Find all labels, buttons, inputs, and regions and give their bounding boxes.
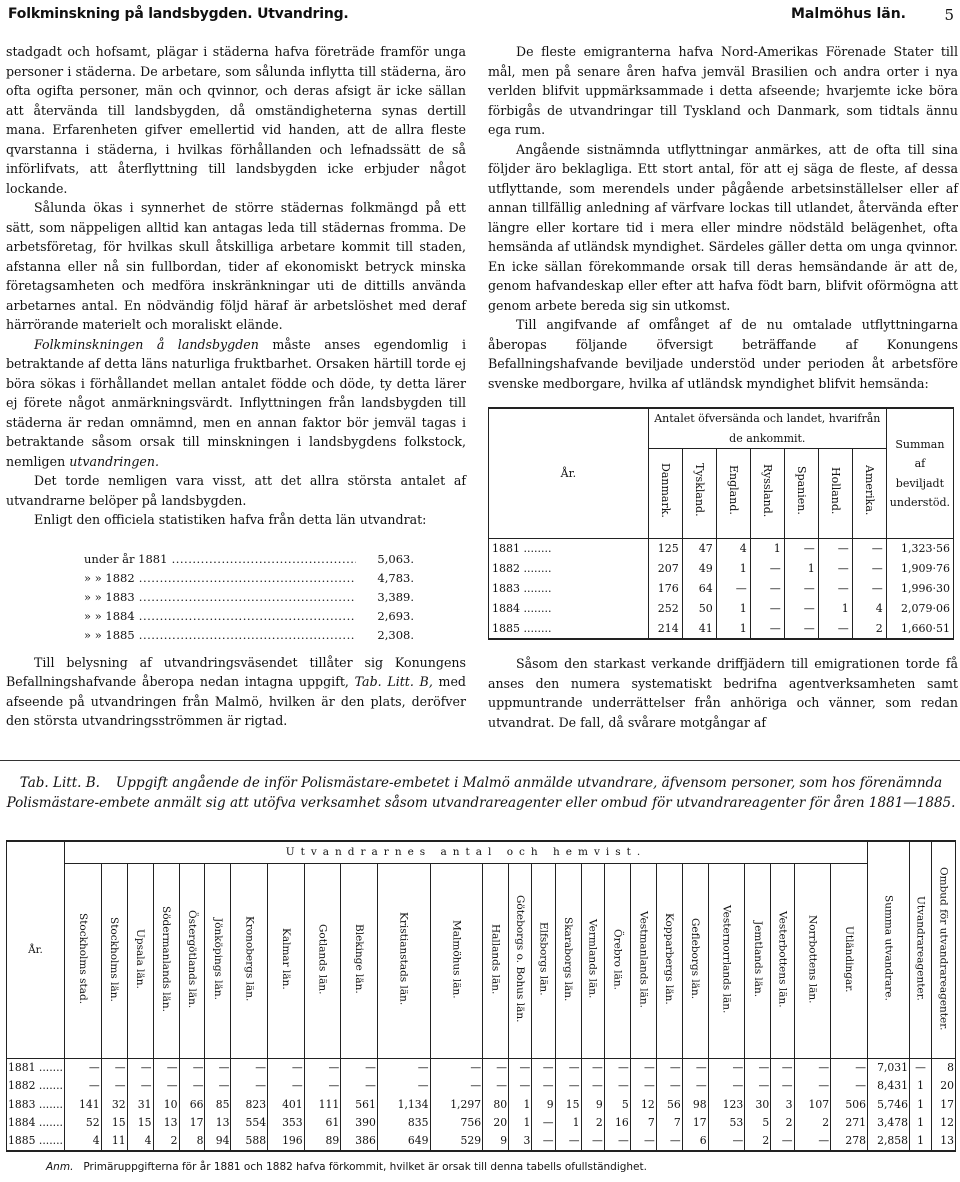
table-cell: — bbox=[794, 1132, 831, 1151]
table-cell: 1,297 bbox=[430, 1095, 483, 1114]
year-cell: 1885 ........ bbox=[489, 619, 649, 640]
agents-cell: — bbox=[910, 1058, 932, 1077]
caption-label: Tab. Litt. B. bbox=[19, 775, 100, 791]
table-cell: 1 bbox=[716, 559, 750, 579]
county-header: Östergötlands län. bbox=[179, 863, 205, 1058]
table-row bbox=[7, 1095, 956, 1114]
table-cell: 64 bbox=[682, 579, 716, 599]
table-cell: 66 bbox=[179, 1095, 205, 1114]
table-caption bbox=[6, 773, 956, 813]
county-header: Kopparbergs län. bbox=[656, 863, 682, 1058]
table-cell: 10 bbox=[153, 1095, 179, 1114]
table-cell: 94 bbox=[205, 1132, 231, 1151]
table-row bbox=[489, 619, 954, 640]
table-row bbox=[7, 1114, 956, 1133]
list-item bbox=[84, 569, 414, 588]
table-cell: 386 bbox=[341, 1132, 378, 1151]
list-item-value: 2,693. bbox=[377, 608, 414, 623]
table-cell: 554 bbox=[231, 1114, 268, 1133]
table-cell: — bbox=[771, 1132, 794, 1151]
country-header: Holland. bbox=[818, 449, 852, 539]
table-cell: — bbox=[581, 1058, 604, 1077]
table-cell: 49 bbox=[682, 559, 716, 579]
table-cell: 17 bbox=[682, 1114, 708, 1133]
table-cell: — bbox=[231, 1058, 268, 1077]
table-cell: 756 bbox=[430, 1114, 483, 1133]
table-cell: 1 bbox=[716, 619, 750, 640]
county-header: Upsala län. bbox=[127, 863, 153, 1058]
table-cell: — bbox=[745, 1077, 771, 1096]
table-row bbox=[489, 559, 954, 579]
table-cell: — bbox=[377, 1077, 430, 1096]
list-item bbox=[84, 626, 414, 645]
table-cell: — bbox=[509, 1058, 532, 1077]
table-cell: — bbox=[682, 1077, 708, 1096]
country-header: Ryssland. bbox=[750, 449, 784, 539]
table-cell: — bbox=[852, 539, 886, 559]
sum-cell: 8,431 bbox=[868, 1077, 910, 1096]
table-cell: — bbox=[784, 599, 818, 619]
table-cell: — bbox=[630, 1077, 656, 1096]
table-cell: — bbox=[784, 619, 818, 640]
paragraph: Sålunda ökas i synnerhet de större städernas folkmängd på ett sätt, som näppeligen alltid kan antagas leda till städernas fromma. De arbetsföretag, för hvilkas skull åtskilliga arbetare kommit till staden, afstanna eller nå sin fullbordan, tider af ekonomiskt betryck minska företagsamheten och medföra inskränkningar uti de dittills använda arbetarnes antal. En nödvändig följd häraf är arbetslöshet med deraf härrörande materielt och moraliskt elände. bbox=[6, 200, 466, 332]
table-cell: 176 bbox=[648, 579, 682, 599]
table-row bbox=[7, 1132, 956, 1151]
sum-cell: 2,079·06 bbox=[886, 599, 953, 619]
table-cell: — bbox=[304, 1058, 341, 1077]
table-cell: — bbox=[682, 1058, 708, 1077]
table-cell: — bbox=[604, 1058, 630, 1077]
agents-header: Utvandrareagenter. bbox=[910, 841, 932, 1058]
table-cell: — bbox=[784, 539, 818, 559]
table-cell: 13 bbox=[153, 1114, 179, 1133]
county-header: Vesternorrlands län. bbox=[708, 863, 745, 1058]
left-column bbox=[6, 42, 466, 731]
table-cell: 401 bbox=[268, 1095, 305, 1114]
paragraph: Enligt den officiela statistiken hafva från detta län utvandrat: bbox=[34, 512, 427, 527]
table-cell: 85 bbox=[205, 1095, 231, 1114]
list-item-value: 4,783. bbox=[377, 570, 414, 585]
county-header: Göteborgs o. Bohus län. bbox=[509, 863, 532, 1058]
table-cell: 1 bbox=[750, 539, 784, 559]
county-header: Jönköpings län. bbox=[205, 863, 231, 1058]
table-cell: — bbox=[656, 1058, 682, 1077]
table-cell: — bbox=[771, 1058, 794, 1077]
table-cell: 2 bbox=[771, 1114, 794, 1133]
table-cell: 15 bbox=[127, 1114, 153, 1133]
table-cell: — bbox=[65, 1058, 102, 1077]
sum-cell: 5,746 bbox=[868, 1095, 910, 1114]
agents-cell: 1 bbox=[910, 1077, 932, 1096]
ombud-cell: 13 bbox=[932, 1132, 956, 1151]
table-cell: — bbox=[852, 579, 886, 599]
table-cell: 1 bbox=[509, 1114, 532, 1133]
table-cell: 41 bbox=[682, 619, 716, 640]
table-cell: — bbox=[127, 1058, 153, 1077]
emigration-list bbox=[84, 550, 414, 645]
table-cell: — bbox=[555, 1058, 581, 1077]
table-cell: — bbox=[794, 1077, 831, 1096]
table-cell: 11 bbox=[101, 1132, 127, 1151]
sum-header: Summa utvandrare. bbox=[868, 841, 910, 1058]
table-cell: 52 bbox=[65, 1114, 102, 1133]
table-row bbox=[489, 579, 954, 599]
table-cell: 390 bbox=[341, 1114, 378, 1133]
year-cell: 1883 ....... bbox=[7, 1095, 65, 1114]
ombud-header: Ombud för utvandrareagenter. bbox=[932, 841, 956, 1058]
county-header: Södermanlands län. bbox=[153, 863, 179, 1058]
table-cell: 16 bbox=[604, 1114, 630, 1133]
table-cell: — bbox=[532, 1058, 555, 1077]
table-cell: 835 bbox=[377, 1114, 430, 1133]
table-cell: — bbox=[708, 1132, 745, 1151]
table-cell: 9 bbox=[581, 1095, 604, 1114]
table-cell: — bbox=[179, 1077, 205, 1096]
county-header: Malmöhus län. bbox=[430, 863, 483, 1058]
table-cell: 1 bbox=[509, 1095, 532, 1114]
table-cell: 31 bbox=[127, 1095, 153, 1114]
paragraph: Såsom den starkast verkande driffjädern till emigrationen torde få anses den numera systematiskt bedrifna agentverksamheten samt uppmuntrande underrättelser från anhöriga och vänner, som redan utvandrat. De fall, då svårare motgångar af bbox=[488, 656, 958, 730]
table-cell: 125 bbox=[648, 539, 682, 559]
table-cell: — bbox=[831, 1058, 868, 1077]
divider bbox=[0, 760, 960, 761]
county-header: Norrbottens län. bbox=[794, 863, 831, 1058]
county-header: Hallands län. bbox=[483, 863, 509, 1058]
table-cell: 207 bbox=[648, 559, 682, 579]
table-cell: 6 bbox=[682, 1132, 708, 1151]
table-cell: 47 bbox=[682, 539, 716, 559]
county-header: Vesterbottens län. bbox=[771, 863, 794, 1058]
table-cell: — bbox=[750, 579, 784, 599]
table-cell: — bbox=[581, 1132, 604, 1151]
paragraph: Till angifvande af omfånget af de nu omtalade utflyttningarna åberopas följande öfversigt beträffande af Konungens Befallningshafvande beviljade understöd under perioden åt arbetsföre svenske medborgare, hvilka af utländsk myndighet blifvit hemsända: bbox=[488, 317, 958, 391]
county-header: Blekinge län. bbox=[341, 863, 378, 1058]
table-cell: — bbox=[205, 1077, 231, 1096]
county-header: Stockholms stad. bbox=[65, 863, 102, 1058]
group-header: Utvandrarnes antal och hemvist. bbox=[65, 841, 868, 863]
table-cell: 9 bbox=[483, 1132, 509, 1151]
paragraph: Folkminskningen å landsbygden måste anses egendomlig i betraktande af detta läns naturliga fruktbarhet. Orsaken härtill torde ej böra sökas i förhållandet mellan antalet födde och döde, ty detta lärer ej förete något anmärkningsvärdt. Inflyttningen från landsbygden till städerna är redan omnämnd, men en annan faktor bör jemväl tagas i betraktande såsom orsak till minskningen i landsbygdens folkstock, nemligen utvandringen. bbox=[6, 336, 466, 469]
table-cell: — bbox=[750, 619, 784, 640]
emphasis: Tab. Litt. B, bbox=[354, 674, 433, 689]
table-cell: 4 bbox=[127, 1132, 153, 1151]
table-cell: — bbox=[153, 1077, 179, 1096]
county-header: Elfsborgs län. bbox=[532, 863, 555, 1058]
paragraph: stadgadt och hofsamt, plägar i städerna hafva företräde framför unga personer i städerna. De arbetare, som sålunda inflytta till städerna, äro ofta ogifta personer, män och qvinnor, och deras afsigt är icke sällan att återvända till landsbygden, då omständigheterna synas dertill mana. Erfarenheten gifver emellertid vid handen, att de allra fleste qvarstanna i städerna, i hvilkas förhållanden och lefnadssätt de så införlifvats, att återflyttning till landsbygden icke erbjuder något lockande. bbox=[6, 44, 466, 196]
table-cell: 506 bbox=[831, 1095, 868, 1114]
support-table bbox=[488, 407, 954, 640]
year-cell: 1885 ....... bbox=[7, 1132, 65, 1151]
running-title: Folkminskning på landsbygden. Utvandring. bbox=[8, 6, 349, 22]
table-cell: 8 bbox=[179, 1132, 205, 1151]
table-cell: 9 bbox=[532, 1095, 555, 1114]
caption-text: Uppgift angående de inför Polismästare-embetet i Malmö anmälde utvandrare, äfvensom personer, som hos förenämnda Polismästare-embete anmält sig att utöfva verksamhet såsom utvandrareagenter eller ombud för utvandrareagenter för åren 1881—1885. bbox=[6, 775, 956, 811]
table-cell: 12 bbox=[630, 1095, 656, 1114]
table-cell: 2 bbox=[153, 1132, 179, 1151]
table-cell: 50 bbox=[682, 599, 716, 619]
table-cell: — bbox=[509, 1077, 532, 1096]
table-cell: — bbox=[430, 1058, 483, 1077]
footnote bbox=[46, 1161, 647, 1173]
year-cell: 1882 ....... bbox=[7, 1077, 65, 1096]
table-cell: 13 bbox=[205, 1114, 231, 1133]
table-cell: — bbox=[818, 579, 852, 599]
group-header: Antalet öfversända och landet, hvarifrån de ankommit. bbox=[648, 408, 886, 449]
table-cell: 111 bbox=[304, 1095, 341, 1114]
table-cell: — bbox=[341, 1077, 378, 1096]
table-cell: 1 bbox=[818, 599, 852, 619]
table-cell: — bbox=[179, 1058, 205, 1077]
emphasis: Folkminskningen å landsbygden bbox=[34, 336, 259, 352]
table-cell: 1,134 bbox=[377, 1095, 430, 1114]
table-cell: 2 bbox=[581, 1114, 604, 1133]
table-cell: — bbox=[831, 1077, 868, 1096]
country-header: Tyskland. bbox=[682, 449, 716, 539]
sum-cell: 7,031 bbox=[868, 1058, 910, 1077]
sum-cell: 1,996·30 bbox=[886, 579, 953, 599]
list-item-value: 3,389. bbox=[377, 589, 414, 604]
table-cell: — bbox=[794, 1058, 831, 1077]
table-cell: — bbox=[555, 1132, 581, 1151]
table-cell: — bbox=[532, 1077, 555, 1096]
table-cell: 561 bbox=[341, 1095, 378, 1114]
table-cell: — bbox=[532, 1114, 555, 1133]
note-label: Anm. bbox=[46, 1161, 74, 1173]
list-item-label: under år 1881 ..... bbox=[84, 550, 356, 569]
agents-cell: 1 bbox=[910, 1132, 932, 1151]
county-header: Skaraborgs län. bbox=[555, 863, 581, 1058]
table-row bbox=[7, 1077, 956, 1096]
list-item bbox=[84, 588, 414, 607]
paragraph: Till belysning af utvandringsväsendet tillåter sig Konungens Befallningshafvande åberopa nedan intagna uppgift, Tab. Litt. B, med afseende på utvandringen från Malmö, hvilken är den plats, deröfver den största utvandringsströmmen är rigtad. bbox=[6, 654, 466, 728]
year-cell: 1883 ........ bbox=[489, 579, 649, 599]
county-header: Utländingar. bbox=[831, 863, 868, 1058]
table-cell: 56 bbox=[656, 1095, 682, 1114]
sum-cell: 1,323·56 bbox=[886, 539, 953, 559]
table-cell: 4 bbox=[852, 599, 886, 619]
table-cell: 7 bbox=[630, 1114, 656, 1133]
table-cell: — bbox=[818, 619, 852, 640]
table-cell: — bbox=[708, 1058, 745, 1077]
county-header: Örebro län. bbox=[604, 863, 630, 1058]
table-cell: — bbox=[127, 1077, 153, 1096]
county-header: Stockholms län. bbox=[101, 863, 127, 1058]
table-cell: — bbox=[205, 1058, 231, 1077]
table-cell: 2 bbox=[794, 1114, 831, 1133]
list-item-label: » » 1883 ..... bbox=[84, 588, 356, 607]
table-cell: 20 bbox=[483, 1114, 509, 1133]
table-cell: 61 bbox=[304, 1114, 341, 1133]
table-cell: — bbox=[745, 1058, 771, 1077]
table-cell: — bbox=[268, 1058, 305, 1077]
table-cell: 649 bbox=[377, 1132, 430, 1151]
table-cell: 271 bbox=[831, 1114, 868, 1133]
sum-header: Summan af beviljadt understöd. bbox=[886, 408, 953, 539]
county-header: Vermlands län. bbox=[581, 863, 604, 1058]
table-cell: 17 bbox=[179, 1114, 205, 1133]
table-cell: — bbox=[555, 1077, 581, 1096]
county-header: Gotlands län. bbox=[304, 863, 341, 1058]
emigrants-table bbox=[6, 840, 956, 1152]
year-cell: 1884 ........ bbox=[489, 599, 649, 619]
table-cell: — bbox=[341, 1058, 378, 1077]
table-cell: 2 bbox=[745, 1132, 771, 1151]
table-cell: 123 bbox=[708, 1095, 745, 1114]
table-cell: 1 bbox=[716, 599, 750, 619]
sum-cell: 3,478 bbox=[868, 1114, 910, 1133]
table-cell: 107 bbox=[794, 1095, 831, 1114]
sum-cell: 2,858 bbox=[868, 1132, 910, 1151]
right-column bbox=[488, 42, 958, 732]
table-cell: — bbox=[656, 1132, 682, 1151]
paragraph: De fleste emigranterna hafva Nord-Amerikas Förenade Stater till mål, men på senare åren hafva jemväl Brasilien och andra orter i nya verlden blifvit uppmärksammade i detta afseende; hvarjemte icke böra förbigås de utvandringar till Tyskland och Danmark, som tidtals ännu ega rum. bbox=[488, 44, 958, 137]
table-cell: — bbox=[65, 1077, 102, 1096]
country-header: Spanien. bbox=[784, 449, 818, 539]
table-cell: — bbox=[818, 539, 852, 559]
table-cell: — bbox=[377, 1058, 430, 1077]
table-cell: 53 bbox=[708, 1114, 745, 1133]
table-cell: — bbox=[231, 1077, 268, 1096]
table-cell: 353 bbox=[268, 1114, 305, 1133]
county-header: Vestmanlands län. bbox=[630, 863, 656, 1058]
table-cell: 15 bbox=[555, 1095, 581, 1114]
county-header: Kronobergs län. bbox=[231, 863, 268, 1058]
year-header: År. bbox=[489, 408, 649, 539]
list-item bbox=[84, 607, 414, 626]
table-cell: 1 bbox=[784, 559, 818, 579]
table-cell: 252 bbox=[648, 599, 682, 619]
table-cell: — bbox=[750, 559, 784, 579]
ombud-cell: 8 bbox=[932, 1058, 956, 1077]
table-cell: 30 bbox=[745, 1095, 771, 1114]
table-cell: — bbox=[153, 1058, 179, 1077]
table-cell: — bbox=[771, 1077, 794, 1096]
table-cell: — bbox=[818, 559, 852, 579]
county-title: Malmöhus län. bbox=[790, 6, 906, 22]
table-cell: 98 bbox=[682, 1095, 708, 1114]
table-cell: 32 bbox=[101, 1095, 127, 1114]
list-item-value: 5,063. bbox=[377, 551, 414, 566]
sum-cell: 1,909·76 bbox=[886, 559, 953, 579]
year-cell: 1884 ....... bbox=[7, 1114, 65, 1133]
ombud-cell: 17 bbox=[932, 1095, 956, 1114]
table-cell: 278 bbox=[831, 1132, 868, 1151]
year-cell: 1881 ........ bbox=[489, 539, 649, 559]
table-cell: 5 bbox=[604, 1095, 630, 1114]
table-cell: — bbox=[268, 1077, 305, 1096]
table-cell: — bbox=[656, 1077, 682, 1096]
table-cell: 196 bbox=[268, 1132, 305, 1151]
table-cell: — bbox=[852, 559, 886, 579]
table-row bbox=[7, 1058, 956, 1077]
table-cell: — bbox=[750, 599, 784, 619]
year-cell: 1882 ........ bbox=[489, 559, 649, 579]
page-header bbox=[8, 6, 954, 28]
ombud-cell: 20 bbox=[932, 1077, 956, 1096]
table-cell: — bbox=[304, 1077, 341, 1096]
table-cell: — bbox=[716, 579, 750, 599]
list-item-label: » » 1885 ..... bbox=[84, 626, 356, 645]
table-cell: — bbox=[581, 1077, 604, 1096]
county-header: Jemtlands län. bbox=[745, 863, 771, 1058]
paragraph: Angående sistnämnda utflyttningar anmärkes, att de ofta till sina följder äro beklagliga. Ett stort antal, för att ej säga de fleste, af dessa utflyttande, som merendels under pågående arbetsinställelser eller af annan tillfällig anledning af värfvare lockas till utlandet, återvända efter längre eller kortare tid i mera eller mindre nödstäld belägenhet, ofta hemsända af utländsk myndighet. Särdeles gäller detta om unga qvinnor. En icke sällan förekommande orsak till deras hemsändande är att de, genom hafvandeskap eller efter att hafva födt barn, blifvit oförmögna att genom arbete bereda sig sin utkomst. bbox=[488, 141, 958, 313]
table-cell: 3 bbox=[771, 1095, 794, 1114]
agents-cell: 1 bbox=[910, 1095, 932, 1114]
note-text: Primäruppgifterna för år 1881 och 1882 hafva förkommit, hvilket är orsak till denna tabells ofullständighet. bbox=[83, 1161, 647, 1173]
table-cell: 15 bbox=[101, 1114, 127, 1133]
list-item-label: » » 1882 ..... bbox=[84, 569, 356, 588]
list-item-value: 2,308. bbox=[377, 627, 414, 642]
table-cell: — bbox=[101, 1058, 127, 1077]
table-cell: 4 bbox=[65, 1132, 102, 1151]
table-cell: — bbox=[630, 1058, 656, 1077]
table-cell: 529 bbox=[430, 1132, 483, 1151]
table-cell: 3 bbox=[509, 1132, 532, 1151]
table-cell: — bbox=[784, 579, 818, 599]
page-number: 5 bbox=[944, 6, 954, 24]
table-cell: 588 bbox=[231, 1132, 268, 1151]
table-cell: 141 bbox=[65, 1095, 102, 1114]
year-header: År. bbox=[7, 841, 65, 1058]
table-row bbox=[489, 599, 954, 619]
table-cell: — bbox=[604, 1077, 630, 1096]
county-header: Gefleborgs län. bbox=[682, 863, 708, 1058]
table-cell: 89 bbox=[304, 1132, 341, 1151]
table-row bbox=[489, 539, 954, 559]
table-cell: — bbox=[604, 1132, 630, 1151]
paragraph: Det torde nemligen vara visst, att det allra största antalet af utvandrarne belöper på landsbygden. bbox=[6, 473, 466, 508]
table-cell: 80 bbox=[483, 1095, 509, 1114]
table-cell: 4 bbox=[716, 539, 750, 559]
emphasis: utvandringen. bbox=[69, 453, 159, 469]
table-cell: — bbox=[532, 1132, 555, 1151]
sum-cell: 1,660·51 bbox=[886, 619, 953, 640]
table-cell: 5 bbox=[745, 1114, 771, 1133]
table-cell: 1 bbox=[555, 1114, 581, 1133]
agents-cell: 1 bbox=[910, 1114, 932, 1133]
list-item bbox=[84, 550, 414, 569]
table-cell: — bbox=[101, 1077, 127, 1096]
table-cell: 7 bbox=[656, 1114, 682, 1133]
table-cell: 2 bbox=[852, 619, 886, 640]
table-cell: 214 bbox=[648, 619, 682, 640]
year-cell: 1881 ....... bbox=[7, 1058, 65, 1077]
country-header: England. bbox=[716, 449, 750, 539]
county-header: Kristianstads län. bbox=[377, 863, 430, 1058]
list-item-label: » » 1884 ..... bbox=[84, 607, 356, 626]
table-cell: — bbox=[708, 1077, 745, 1096]
table-cell: — bbox=[483, 1058, 509, 1077]
country-header: Danmark. bbox=[648, 449, 682, 539]
table-cell: 823 bbox=[231, 1095, 268, 1114]
county-header: Kalmar län. bbox=[268, 863, 305, 1058]
country-header: Amerika. bbox=[852, 449, 886, 539]
table-cell: — bbox=[483, 1077, 509, 1096]
ombud-cell: 12 bbox=[932, 1114, 956, 1133]
table-cell: — bbox=[430, 1077, 483, 1096]
table-cell: — bbox=[630, 1132, 656, 1151]
